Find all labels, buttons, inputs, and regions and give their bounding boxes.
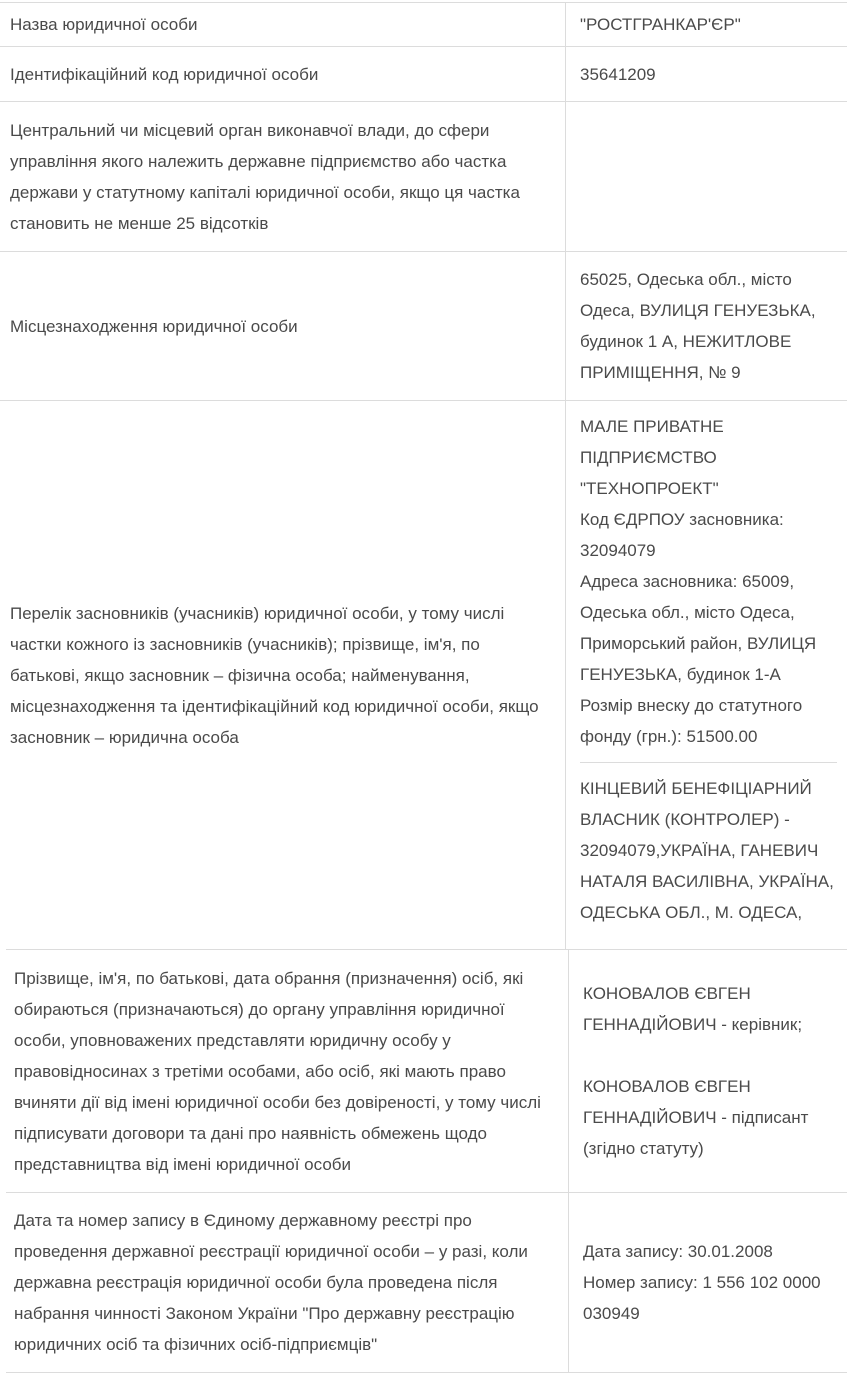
table-row (0, 252, 847, 401)
table-row (0, 47, 847, 102)
founders-label: Перелік засновників (учасників) юридичної особи, у тому числі частки кожного із засновників (учасників); прізвище, ім'я, по батькові, якщо засновник – фізична особа; найменування, місцезнаходження та ідентифікаційний код юридичної особи, якщо засновник – юридична особа (10, 604, 539, 747)
row-value-cell (569, 950, 847, 1192)
company-code-label: Ідентифікаційний код юридичної особи (10, 64, 319, 84)
founder-item: МАЛЕ ПРИВАТНЕ ПІДПРИЄМСТВО "ТЕХНОПРОЕКТ" Код ЄДРПОУ засновника: 32094079 Адреса засновника: 65009, Одеська обл., місто Одеса, Приморський район, ВУЛИЦЯ ГЕНУЕЗЬКА, будинок 1-А Розмір внеску до статутного фонду (грн.): 51500.00 (580, 417, 817, 746)
row-label-cell (0, 3, 566, 46)
row-value-cell (566, 47, 847, 101)
company-name-value: "РОСТГРАНКАР'ЄР" (580, 15, 741, 34)
company-name-label: Назва юридичної особи (10, 15, 198, 34)
table-row (0, 401, 847, 950)
row-value-cell (566, 3, 847, 46)
founder-divider (580, 762, 837, 763)
table-row (0, 102, 847, 252)
managers-value: КОНОВАЛОВ ЄВГЕН ГЕННАДІЙОВИЧ - керівник; КОНОВАЛОВ ЄВГЕН ГЕННАДІЙОВИЧ - підписант (згідно статуту) (583, 984, 809, 1158)
row-label-cell (6, 950, 569, 1192)
registration-label: Дата та номер запису в Єдиному державному реєстрі про проведення державної реєстрації юридичної особи – у разі, коли державна реєстрація юридичної особи була проведена після набрання чинності Законом України "Про державну реєстрацію юридичних осіб та фізичних осіб-підприємців" (14, 1211, 528, 1354)
company-code-value: 35641209 (580, 64, 656, 84)
beneficiary-item: КІНЦЕВИЙ БЕНЕФІЦІАРНИЙ ВЛАСНИК (КОНТРОЛЕР) - 32094079,УКРАЇНА, ГАНЕВИЧ НАТАЛЯ ВАСИЛІВНА, УКРАЇНА, ОДЕСЬКА ОБЛ., М. ОДЕСА, (580, 779, 834, 922)
row-label-cell (6, 1193, 569, 1372)
location-value: 65025, Одеська обл., місто Одеса, ВУЛИЦЯ ГЕНУЕЗЬКА, будинок 1 А, НЕЖИТЛОВЕ ПРИМІЩЕННЯ, № 9 (580, 270, 816, 382)
registration-value: Дата запису: 30.01.2008 Номер запису: 1 556 102 0000 030949 (583, 1242, 821, 1323)
managers-label: Прізвище, ім'я, по батькові, дата обрання (призначення) осіб, які обираються (призначаються) до органу управління юридичної особи, уповноважених представляти юридичну особу у правовідносинах з третіми особами, або осіб, які мають право вчиняти дії від імені юридичної особи без довіреності, у тому числі підписувати договори та дані про наявність обмежень щодо представництва від імені юридичної особи (14, 968, 541, 1174)
row-value-cell (566, 252, 847, 400)
location-label: Місцезнаходження юридичної особи (10, 316, 298, 336)
row-label-cell (0, 47, 566, 101)
authority-label: Центральний чи місцевий орган виконавчої влади, до сфери управління якого належить державне підприємство або частка держави у статутному капіталі юридичної особи, якщо ця частка становить не менше 25 відсотків (10, 120, 520, 233)
table-row (6, 949, 847, 1193)
row-value-cell (569, 1193, 847, 1372)
founders-list (566, 401, 847, 936)
row-label-cell (0, 252, 566, 400)
table-row (6, 1193, 847, 1373)
row-value-cell (566, 102, 847, 251)
row-label-cell (0, 401, 566, 950)
row-label-cell (0, 102, 566, 251)
table-row (0, 2, 847, 47)
